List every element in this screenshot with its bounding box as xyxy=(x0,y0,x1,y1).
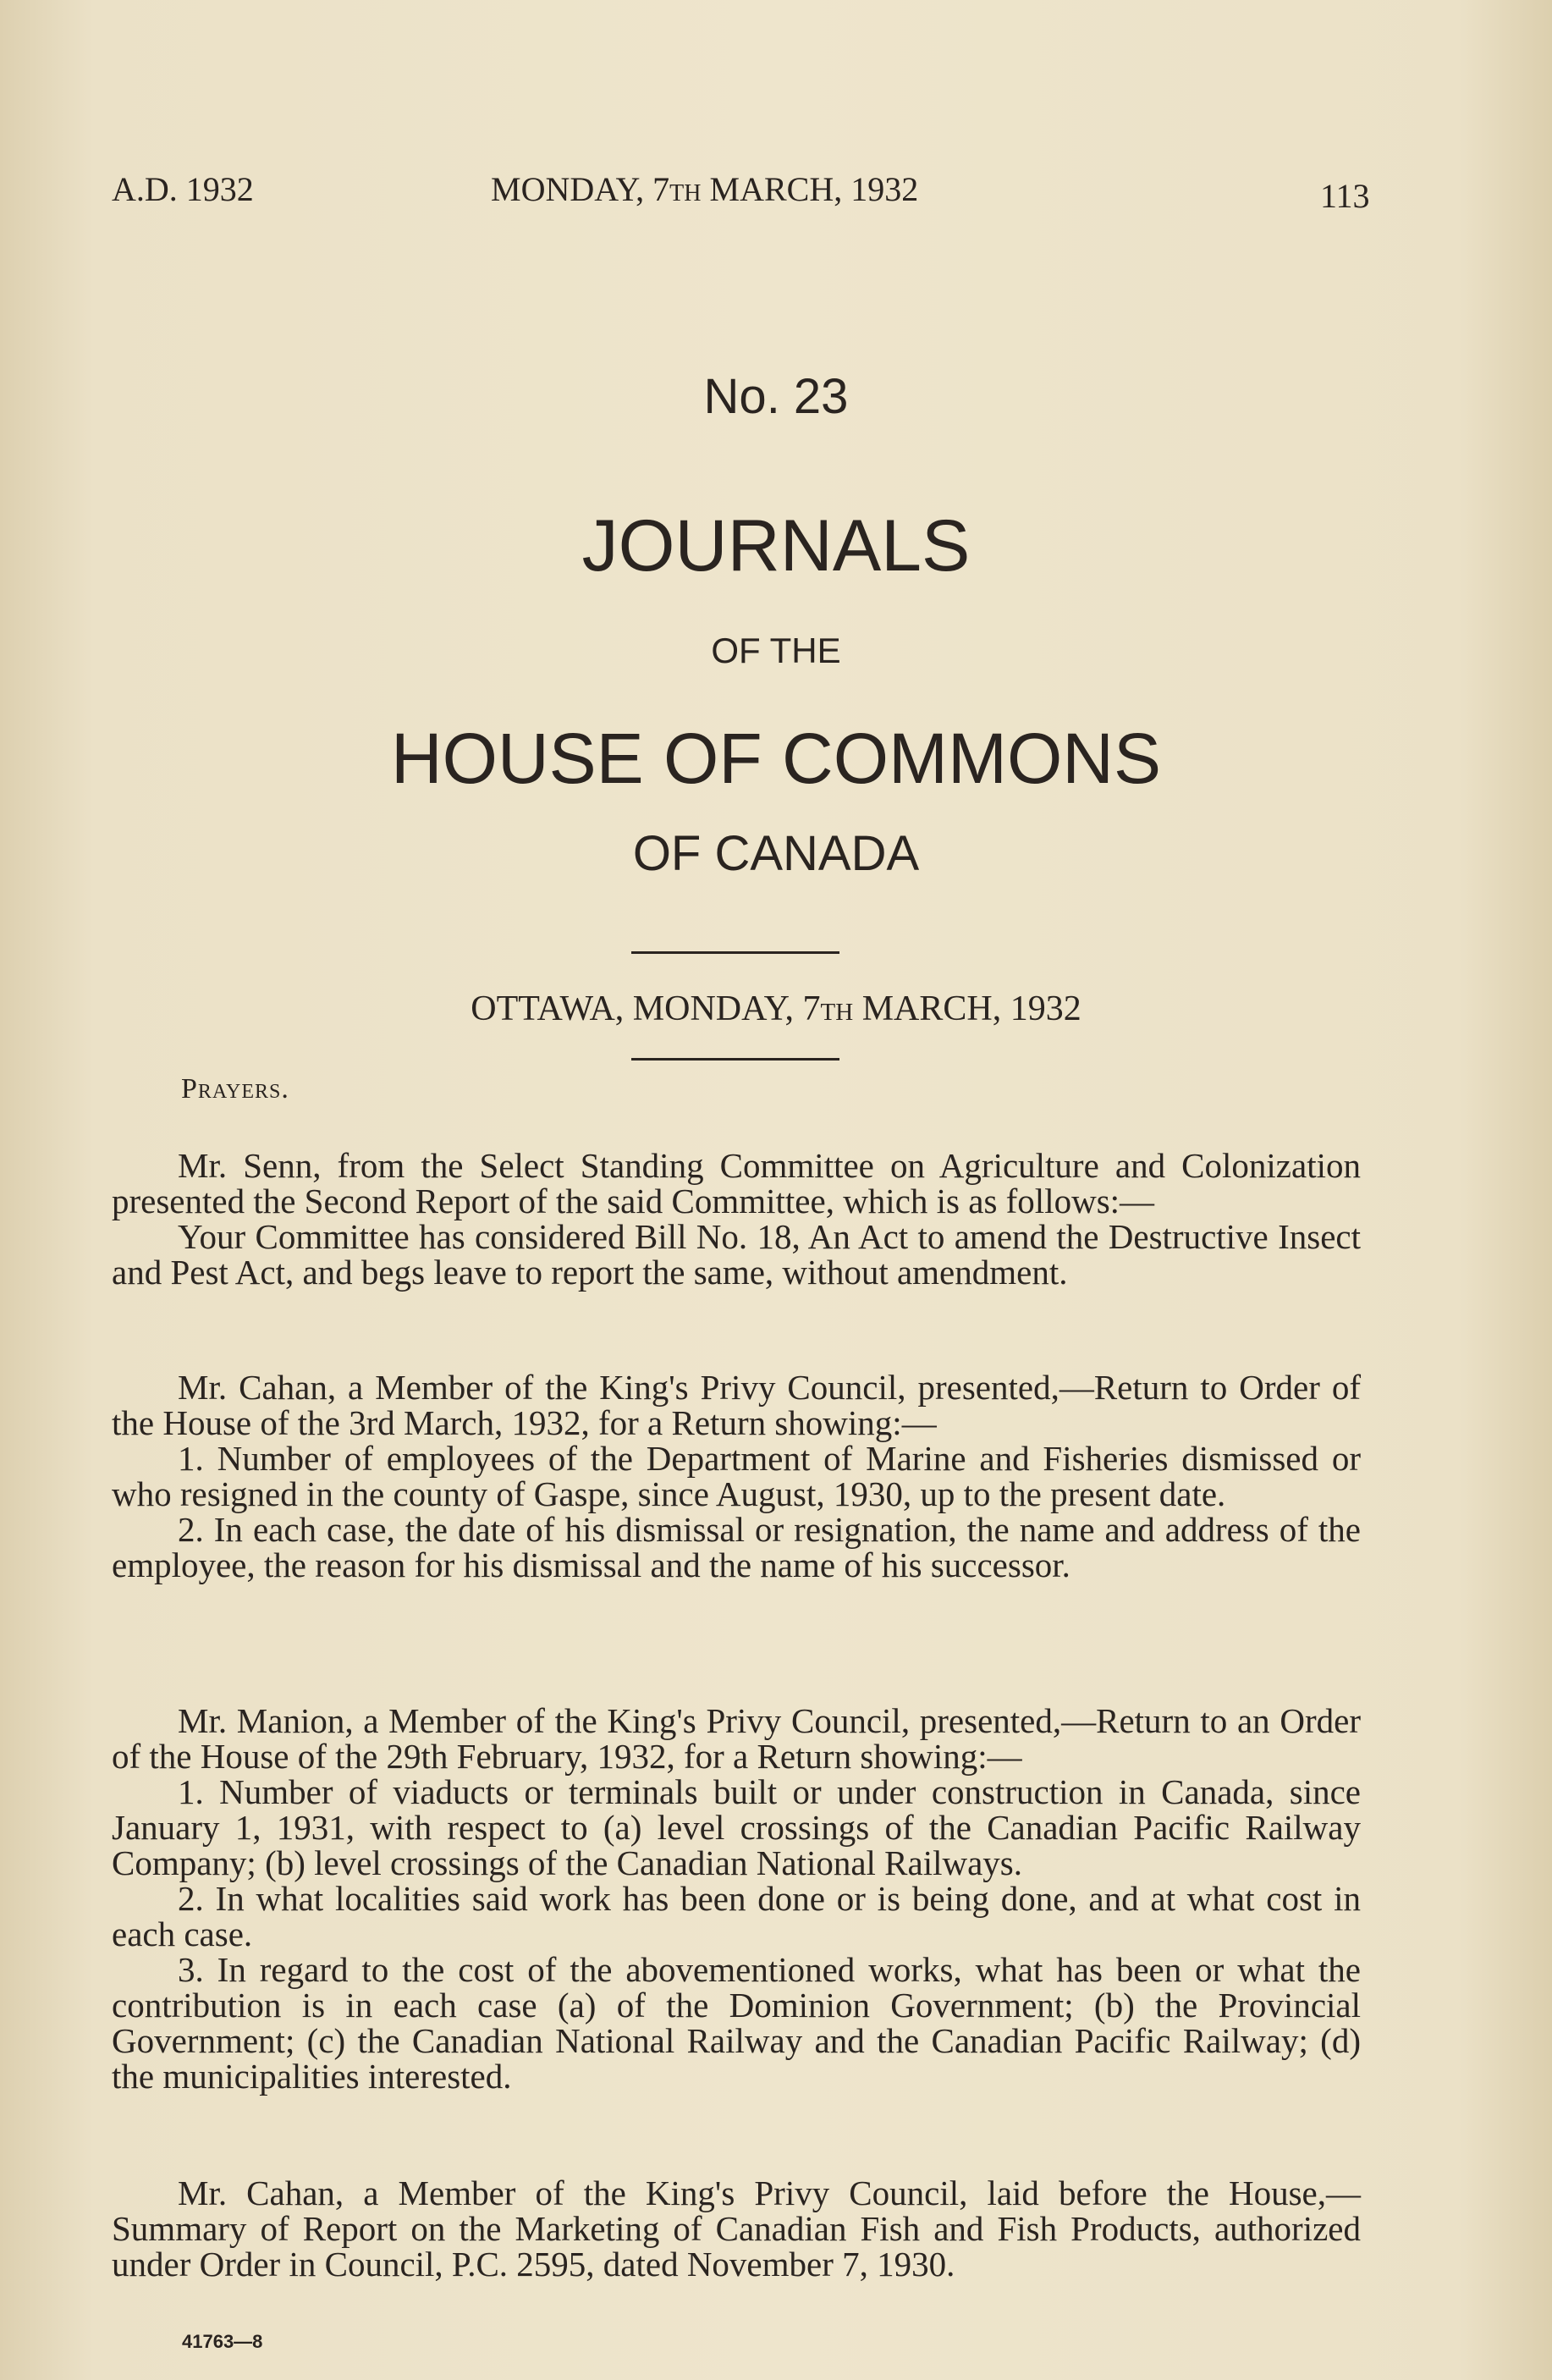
header-date-day: MONDAY, 7 xyxy=(491,170,670,208)
header-date xyxy=(491,169,918,209)
entry-cahan-fish-intro: Mr. Cahan, a Member of the King's Privy Council, laid before the House,—Summary of Report on the Marketing of Canadian Fish and Fish Products, authorized under Order in Council, P.C. 2595, dated November 7, 1930. xyxy=(112,2173,1361,2284)
entry-senn-intro: Mr. Senn, from the Select Standing Committee on Agriculture and Colonization presented the Second Report of the said Committee, which is as follows:— xyxy=(112,1146,1361,1220)
rule-bottom xyxy=(631,1058,839,1061)
dateline-suffix: th xyxy=(820,989,854,1028)
of-the-line: OF THE xyxy=(711,631,841,670)
header-date-suffix: th xyxy=(669,170,702,208)
entry-manion-item-3: 3. In regard to the cost of the abovementioned works, what has been or what the contribution is in each case (a) of the Dominion Government; (b) the Provincial Government; (c) the Canadian National Railway and the Canadian Pacific Railway; (d) the municipalities interested. xyxy=(112,1950,1361,2096)
header-year: A.D. 1932 xyxy=(112,170,254,208)
dateline-month: MARCH, 1932 xyxy=(853,989,1081,1028)
prayers-heading: Prayers. xyxy=(181,1073,289,1105)
entry-cahan-fish xyxy=(112,2175,1361,2282)
print-code: 41763—8 xyxy=(182,2331,263,2352)
entry-manion-intro: Mr. Manion, a Member of the King's Privy Council, presented,—Return to an Order of the House of the 29th February, 1932, for a Return showing:— xyxy=(112,1701,1361,1776)
of-canada-line: OF CANADA xyxy=(632,826,920,881)
journal-number: No. 23 xyxy=(703,369,849,424)
header-date-month: MARCH, 1932 xyxy=(701,170,919,208)
entry-cahan-return-item-2: 2. In each case, the date of his dismissal or resignation, the name and address of the employee, the reason for his dismissal and the name of his successor. xyxy=(112,1510,1361,1584)
entry-cahan-return-intro: Mr. Cahan, a Member of the King's Privy Council, presented,—Return to Order of the House of the 3rd March, 1932, for a Return showing:— xyxy=(112,1368,1361,1442)
entry-senn xyxy=(112,1148,1361,1290)
entry-cahan-return-item-1: 1. Number of employees of the Department of Marine and Fisheries dismissed or who resigned in the county of Gaspe, since August, 1930, up to the present date. xyxy=(112,1439,1361,1513)
entry-senn-report: Your Committee has considered Bill No. 18, An Act to amend the Destructive Insect and Pest Act, and begs leave to report the same, without amendment. xyxy=(112,1217,1361,1292)
entry-manion-return xyxy=(112,1703,1361,2094)
entry-manion-item-2: 2. In what localities said work has been done or is being done, and at what cost in each case. xyxy=(112,1879,1361,1953)
rule-top xyxy=(631,951,839,954)
entry-manion-item-1: 1. Number of viaducts or terminals built or under construction in Canada, since January 1, 1931, with respect to (a) level crossings of the Canadian Pacific Railway Company; (b) level crossings of the Canadian National Railways. xyxy=(112,1772,1361,1882)
dateline xyxy=(0,989,1552,1029)
entry-cahan-return xyxy=(112,1369,1361,1583)
page-number: 113 xyxy=(1320,177,1370,215)
house-of-commons-title: HOUSE OF COMMONS xyxy=(390,719,1161,798)
dateline-day: OTTAWA, MONDAY, 7 xyxy=(471,989,821,1028)
journals-title: JOURNALS xyxy=(581,505,971,587)
